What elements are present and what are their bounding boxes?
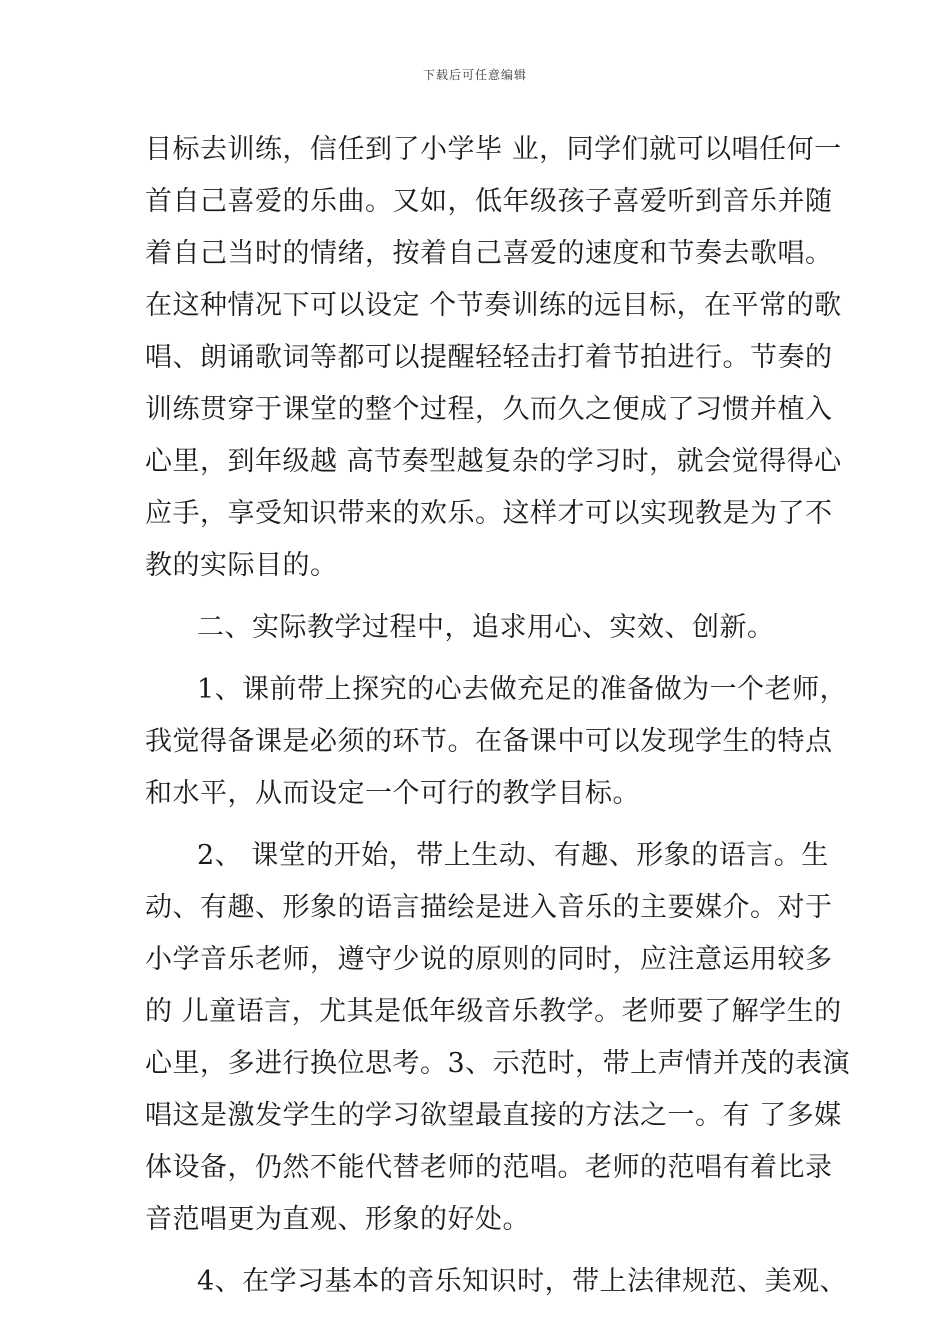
text-line: 小学音乐老师，遵守少说的原则的同时，应注意运用较多 [145,944,833,975]
text-line: 1、课前带上探究的心去做充足的准备做为一个老师， [197,674,848,705]
text-line: 首自己喜爱的乐曲。又如，低年级孩子喜爱听到音乐并随 [145,186,833,217]
page-header: 下载后可任意编辑 [422,68,527,82]
text-line: 心里，到年级越 高节奏型越复杂的学习时，就会觉得得心 [145,446,842,477]
text-line: 体设备，仍然不能代替老师的范唱。老师的范唱有着比录 [145,1152,833,1183]
text-line: 着自己当时的情绪，按着自己喜爱的速度和节奏去歌唱。 [145,238,833,269]
text-line: 2、 课堂的开始，带上生动、有趣、形象的语言。生 [197,840,829,871]
text-line: 和水平，从而设定一个可行的教学目标。 [145,778,640,809]
text-line: 音范唱更为直观、形象的好处。 [145,1204,530,1235]
text-line: 在这种情况下可以设定 个节奏训练的远目标，在平常的歌 [145,290,842,321]
text-line: 目标去训练，信任到了小学毕 业，同学们就可以唱任何一 [145,134,842,165]
text-line: 唱、朗诵歌词等都可以提醒轻轻击打着节拍进行。节奏的 [145,342,833,373]
text-line: 的 儿童语言，尤其是低年级音乐教学。老师要了解学生的 [145,996,842,1027]
text-line: 应手，享受知识带来的欢乐。这样才可以实现教是为了不 [145,498,833,529]
text-line: 训练贯穿于课堂的整个过程，久而久之便成了习惯并植入 [145,394,833,425]
text-line: 心里，多进行换位思考。3、示范时，带上声情并茂的表演 [145,1048,851,1079]
text-line: 4、在学习基本的音乐知识时，带上法律规范、美观、 [197,1266,848,1297]
text-line: 我觉得备课是必须的环节。在备课中可以发现学生的特点 [145,726,833,757]
text-line: 教的实际目的。 [145,550,338,581]
document-body [145,124,851,1308]
text-line: 动、有趣、形象的语言描绘是进入音乐的主要媒介。对于 [145,892,833,923]
section-heading: 二、实际教学过程中，追求用心、实效、创新。 [197,612,775,643]
text-line: 唱这是激发学生的学习欲望最直接的方法之一。有 了多媒 [145,1100,842,1131]
